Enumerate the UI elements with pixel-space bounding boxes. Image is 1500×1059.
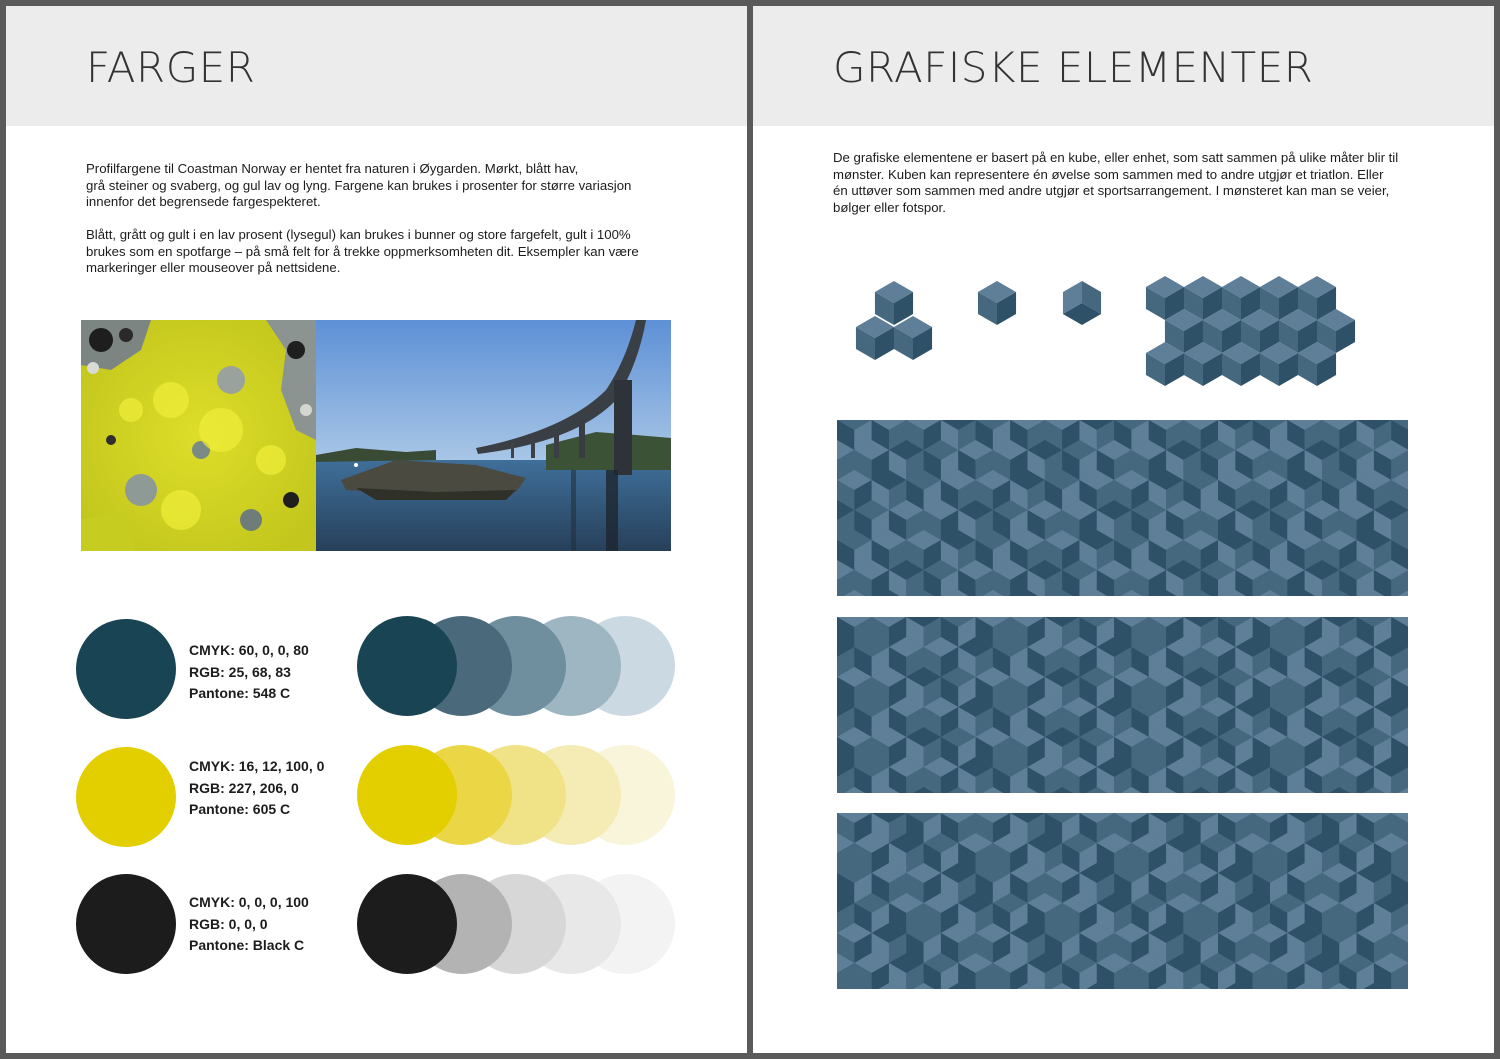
- pattern-band-1: [837, 420, 1408, 596]
- color-spec-yellow: [189, 756, 324, 821]
- pantone-value: Pantone: 605 C: [189, 801, 291, 817]
- tint-swatch-1: [357, 745, 457, 845]
- page-farger: [6, 6, 747, 1053]
- pattern-band-2: [837, 617, 1408, 793]
- bridge-photo: [316, 320, 671, 551]
- color-spec-black: [189, 892, 309, 957]
- text-line: De grafiske elementene er basert på en kube, eller enhet, som satt sammen på ulike måter blir til: [833, 150, 1399, 165]
- cube-examples: [753, 256, 1494, 406]
- text-line: mønster. Kuben kan representere én øvelse som sammen med to andre utgjør et triatlon. Eller: [833, 166, 1384, 182]
- page-title: FARGER: [86, 43, 256, 92]
- page-header: [6, 6, 747, 126]
- cmyk-value: CMYK: 16, 12, 100, 0: [189, 758, 325, 774]
- text-line: innenfor det begrensede fargespekteret.: [86, 194, 321, 209]
- tint-swatch-1: [357, 616, 457, 716]
- rgb-value: RGB: 227, 206, 0: [189, 779, 299, 796]
- tint-swatch-1: [357, 874, 457, 974]
- text-line: markeringer eller mouseover på nettsidene.: [86, 260, 341, 275]
- usage-paragraph: [86, 227, 686, 277]
- cmyk-value: CMYK: 60, 0, 0, 80: [189, 642, 309, 658]
- page-grafiske-elementer: [753, 6, 1494, 1053]
- primary-swatch-black: [76, 874, 176, 974]
- lichen-photo: [81, 320, 316, 551]
- page-header: [753, 6, 1494, 126]
- rgb-value: RGB: 0, 0, 0: [189, 915, 268, 932]
- text-line: bølger eller fotspor.: [833, 199, 946, 215]
- primary-swatch-yellow: [76, 747, 176, 847]
- text-line: grå steiner og svaberg, og gul lav og lyng. Fargene kan brukes i prosenter for større variasjon: [86, 177, 632, 193]
- text-line: Blått, grått og gult i en lav prosent (lysegul) kan brukes i bunner og store fargefelt, gult i 100%: [86, 227, 631, 242]
- page-title: GRAFISKE ELEMENTER: [833, 43, 1314, 92]
- rgb-value: RGB: 25, 68, 83: [189, 663, 291, 680]
- text-line: brukes som en spotfarge – på små felt for å trekke oppmerksomheten dit. Eksempler kan være: [86, 243, 639, 259]
- intro-paragraph: [833, 150, 1453, 216]
- pantone-value: Pantone: Black C: [189, 937, 305, 953]
- text-line: Profilfargene til Coastman Norway er hentet fra naturen i Øygarden. Mørkt, blått hav,: [86, 161, 579, 176]
- color-spec-blue: [189, 640, 309, 705]
- pattern-band-3: [837, 813, 1408, 989]
- pantone-value: Pantone: 548 C: [189, 685, 291, 701]
- primary-swatch-blue: [76, 619, 176, 719]
- cmyk-value: CMYK: 0, 0, 0, 100: [189, 894, 309, 910]
- text-line: én uttøver som sammen med andre utgjør et sportsarrangement. I mønsteret kan man se veier,: [833, 183, 1390, 198]
- intro-paragraph: [86, 161, 686, 211]
